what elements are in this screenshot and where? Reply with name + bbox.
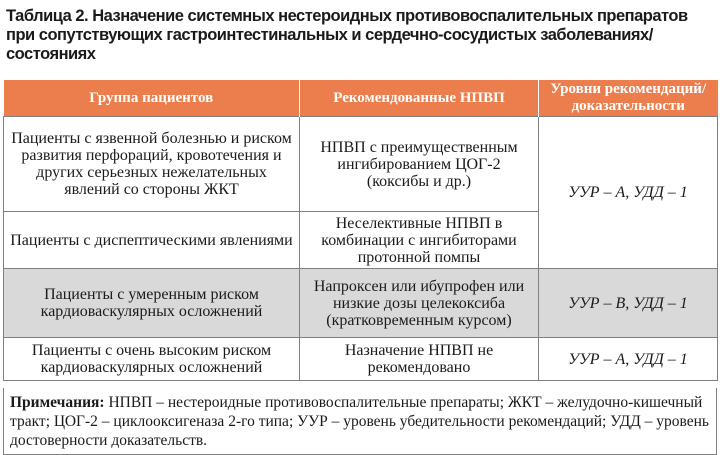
cell-recommendation-level: УУР – A, УДД – 1 (539, 117, 718, 269)
table-title: Таблица 2. Назначение системных нестероидных противовоспалительных препаратов при сопутствующих гастроинтестинальных и сердечно-сосудистых заболеваниях/состояниях (6, 7, 688, 63)
table-row (4, 338, 718, 381)
cell-recommendation-level: УУР – B, УДД – 1 (539, 269, 718, 338)
cell-patient-group: Пациенты с язвенной болезнью и риском развития перфораций, кровотечения и других серьезных нежелательных явлений со стороны ЖКТ (4, 117, 300, 212)
notes-label: Примечания: (10, 394, 105, 411)
table-header-row (4, 80, 718, 117)
header-patient-group: Группа пациентов (4, 80, 300, 117)
cell-recommendation-level: УУР – A, УДД – 1 (539, 338, 718, 381)
cell-patient-group: Пациенты с очень высоким риском кардиоваскулярных осложнений (4, 338, 300, 381)
table-notes (3, 388, 717, 455)
cell-recommended-nsaid: Напроксен или ибупрофен или низкие дозы целекоксиба (кратковременным курсом) (300, 269, 539, 338)
table-row (4, 269, 718, 338)
header-recommended-nsaid: Рекомендованные НПВП (300, 80, 539, 117)
notes-text: НПВП – нестероидные противовоспалительные препараты; ЖКТ – желудочно-кишечный тракт; ЦОГ-2 – циклооксигеназа 2-го типа; УУР – уровень убедительности рекомендаций; УДД – уровень достоверности доказательств. (10, 394, 709, 449)
table-row (4, 117, 718, 212)
nsaid-table (3, 80, 718, 381)
cell-patient-group: Пациенты с диспептическими явлениями (4, 212, 300, 269)
cell-recommended-nsaid: Неселективные НПВП в комбинации с ингибиторами протонной помпы (300, 212, 539, 269)
header-recommendation-levels: Уровни рекомендаций/ доказательности (539, 80, 718, 117)
cell-recommended-nsaid: Назначение НПВП не рекомендовано (300, 338, 539, 381)
cell-recommended-nsaid: НПВП с преимущественным ингибированием ЦОГ-2 (коксибы и др.) (300, 117, 539, 212)
cell-patient-group: Пациенты с умеренным риском кардиоваскулярных осложнений (4, 269, 300, 338)
